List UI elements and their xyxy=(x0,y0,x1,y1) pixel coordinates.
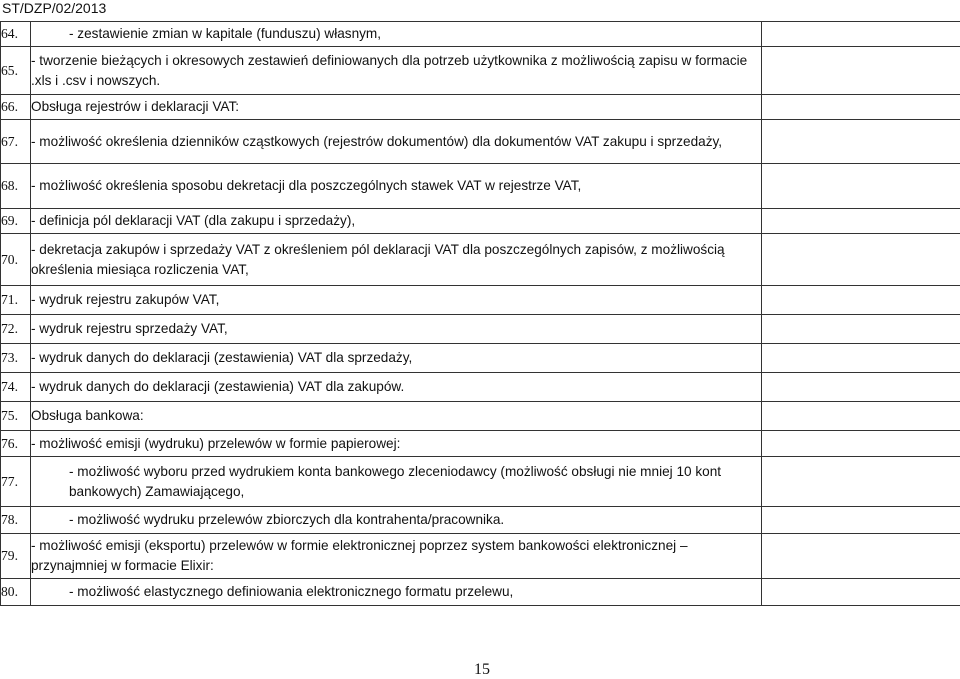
row-response-cell xyxy=(762,234,960,286)
row-response-cell xyxy=(762,534,960,579)
row-description: - wydruk danych do deklaracji (zestawienia) VAT dla sprzedaży, xyxy=(31,344,762,373)
table-row xyxy=(1,209,960,234)
row-description: - możliwość wyboru przed wydrukiem konta bankowego zleceniodawcy (możliwość obsługi nie mniej 10 kont bankowych) Zamawiającego, xyxy=(31,457,762,507)
row-response-cell xyxy=(762,402,960,431)
row-number: 77. xyxy=(1,457,31,507)
table-row xyxy=(1,402,960,431)
page-number: 15 xyxy=(474,661,490,679)
table-row xyxy=(1,47,960,95)
table-row xyxy=(1,457,960,507)
row-response-cell xyxy=(762,457,960,507)
row-number: 64. xyxy=(1,22,31,47)
row-description: - tworzenie bieżących i okresowych zestawień definiowanych dla potrzeb użytkownika z możliwością zapisu w formacie .xls i .csv i nowszych. xyxy=(31,47,762,95)
row-number: 68. xyxy=(1,164,31,209)
row-description: - zestawienie zmian w kapitale (funduszu) własnym, xyxy=(31,22,762,47)
row-number: 66. xyxy=(1,95,31,120)
row-response-cell xyxy=(762,22,960,47)
row-response-cell xyxy=(762,373,960,402)
row-number: 69. xyxy=(1,209,31,234)
table-row xyxy=(1,120,960,164)
row-description: - dekretacja zakupów i sprzedaży VAT z określeniem pól deklaracji VAT dla poszczególnych zapisów, z możliwością określenia miesiąca rozliczenia VAT, xyxy=(31,234,762,286)
row-number: 79. xyxy=(1,534,31,579)
row-response-cell xyxy=(762,47,960,95)
row-description: - wydruk danych do deklaracji (zestawienia) VAT dla zakupów. xyxy=(31,373,762,402)
table-row xyxy=(1,344,960,373)
row-number: 78. xyxy=(1,507,31,534)
row-response-cell xyxy=(762,344,960,373)
row-description: - wydruk rejestru zakupów VAT, xyxy=(31,286,762,315)
row-number: 70. xyxy=(1,234,31,286)
row-number: 73. xyxy=(1,344,31,373)
row-description: - możliwość emisji (wydruku) przelewów w formie papierowej: xyxy=(31,431,762,457)
row-description: - możliwość emisji (eksportu) przelewów w formie elektronicznej poprzez system bankowości elektronicznej – przynajmniej w formacie Elixir: xyxy=(31,534,762,579)
row-number: 76. xyxy=(1,431,31,457)
table-row xyxy=(1,431,960,457)
table-row xyxy=(1,507,960,534)
table-row xyxy=(1,234,960,286)
table-row xyxy=(1,95,960,120)
row-number: 74. xyxy=(1,373,31,402)
row-number: 72. xyxy=(1,315,31,344)
requirements-table-body xyxy=(1,22,960,606)
table-row xyxy=(1,579,960,606)
row-response-cell xyxy=(762,164,960,209)
row-description: Obsługa bankowa: xyxy=(31,402,762,431)
row-description: - możliwość określenia sposobu dekretacji dla poszczególnych stawek VAT w rejestrze VAT, xyxy=(31,164,762,209)
table-row xyxy=(1,286,960,315)
row-number: 65. xyxy=(1,47,31,95)
document-id: ST/DZP/02/2013 xyxy=(2,0,106,16)
table-row xyxy=(1,315,960,344)
row-number: 75. xyxy=(1,402,31,431)
table-row xyxy=(1,22,960,47)
row-number: 67. xyxy=(1,120,31,164)
row-response-cell xyxy=(762,120,960,164)
row-response-cell xyxy=(762,95,960,120)
row-description: - możliwość elastycznego definiowania elektronicznego formatu przelewu, xyxy=(31,579,762,606)
row-response-cell xyxy=(762,431,960,457)
requirements-table xyxy=(0,21,960,606)
row-number: 80. xyxy=(1,579,31,606)
table-row xyxy=(1,164,960,209)
row-response-cell xyxy=(762,315,960,344)
row-response-cell xyxy=(762,507,960,534)
row-description: - możliwość wydruku przelewów zbiorczych dla kontrahenta/pracownika. xyxy=(31,507,762,534)
row-description: - definicja pól deklaracji VAT (dla zakupu i sprzedaży), xyxy=(31,209,762,234)
row-response-cell xyxy=(762,209,960,234)
row-description: - możliwość określenia dzienników cząstkowych (rejestrów dokumentów) dla dokumentów VAT zakupu i sprzedaży, xyxy=(31,120,762,164)
row-description: - wydruk rejestru sprzedaży VAT, xyxy=(31,315,762,344)
row-response-cell xyxy=(762,579,960,606)
row-number: 71. xyxy=(1,286,31,315)
row-description: Obsługa rejestrów i deklaracji VAT: xyxy=(31,95,762,120)
table-row xyxy=(1,534,960,579)
table-row xyxy=(1,373,960,402)
row-response-cell xyxy=(762,286,960,315)
